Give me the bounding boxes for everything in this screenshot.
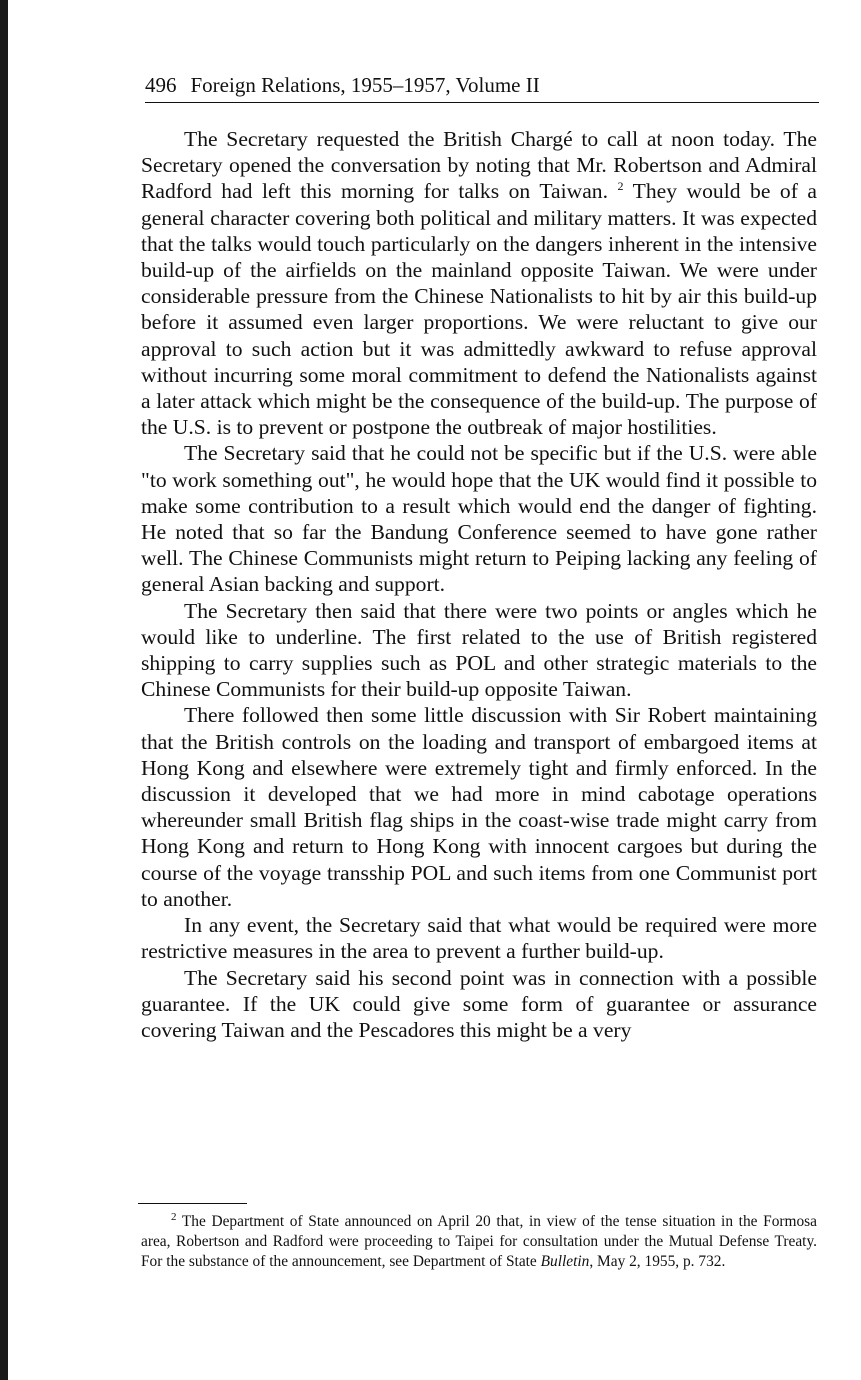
paragraph: There followed then some little discussion with Sir Robert maintaining that the British controls on the loading and transport of embargoed items at Hong Kong and elsewhere were extremely tight and firmly enforced. In the discussion it developed that we had more in mind cabotage operations whereunder small British flag ships in the coast-wise trade might carry from Hong Kong and return to Hong Kong with innocent cargoes but during the course of the voyage transship POL and such items from one Communist port to another.: [141, 703, 817, 911]
volume-title: Foreign Relations, 1955–1957, Volume II: [190, 73, 540, 97]
page-number: 496: [145, 73, 177, 97]
footnote-citation: , May 2, 1955, p. 732.: [589, 1253, 726, 1270]
publication-title: Bulletin: [540, 1253, 590, 1270]
page-edge: [0, 0, 8, 1380]
running-head: [145, 72, 819, 103]
footnote-reference[interactable]: 2: [617, 179, 624, 194]
paragraph: [141, 126, 817, 440]
document-body: [141, 126, 817, 1043]
paragraph: The Secretary said that he could not be specific but if the U.S. were able "to work something out", he would hope that the UK would find it possible to make some contribution to a result which would end the danger of fighting. He noted that so far the Bandung Conference seemed to have gone rather well. The Chinese Communists might return to Peiping lacking any feeling of general Asian backing and support.: [141, 441, 817, 597]
footnote-mark: 2: [171, 1210, 177, 1223]
footnote-text: The Department of State announced on April 20 that, in view of the tense situation in the Formosa area, Robertson and Radford were proceeding to Taipei for consultation under the Mutual Defense Treaty. For the substance of the announcement, see Department of State: [141, 1213, 818, 1270]
paragraph: The Secretary said his second point was in connection with a possible guarantee. If the UK could give some form of guarantee or assurance covering Taiwan and the Pescadores this might be a very: [141, 965, 817, 1042]
paragraph: The Secretary then said that there were two points or angles which he would like to underline. The first related to the use of British registered shipping to carry supplies such as POL and other strategic materials to the Chinese Communists for their build-up opposite Taiwan.: [141, 598, 817, 702]
footnote-divider: [138, 1203, 247, 1204]
paragraph-text: They would be of a general character covering both political and military matters. It was expected that the talks would touch particularly on the dangers inherent in the intensive build-up of the airfields on the mainland opposite Taiwan. We were under considerable pressure from the Chinese Nationalists to hit by air this build-up before it assumed even larger proportions. We were reluctant to give our approval to such action but it was admittedly awkward to refuse approval without incurring some moral commitment to defend the Nationalists against a later attack which might be the consequence of the build-up. The purpose of the U.S. is to prevent or postpone the outbreak of major hostilities.: [141, 179, 817, 440]
paragraph: In any event, the Secretary said that what would be required were more restrictive measures in the area to prevent a further build-up.: [141, 913, 817, 964]
footnote: [141, 1212, 817, 1272]
paragraph-text: The Secretary requested the British Chargé to call at noon today. The Secretary opened the conversation by noting that Mr. Robertson and Admiral Radford had left this morning for talks on Taiwan.: [141, 127, 817, 204]
